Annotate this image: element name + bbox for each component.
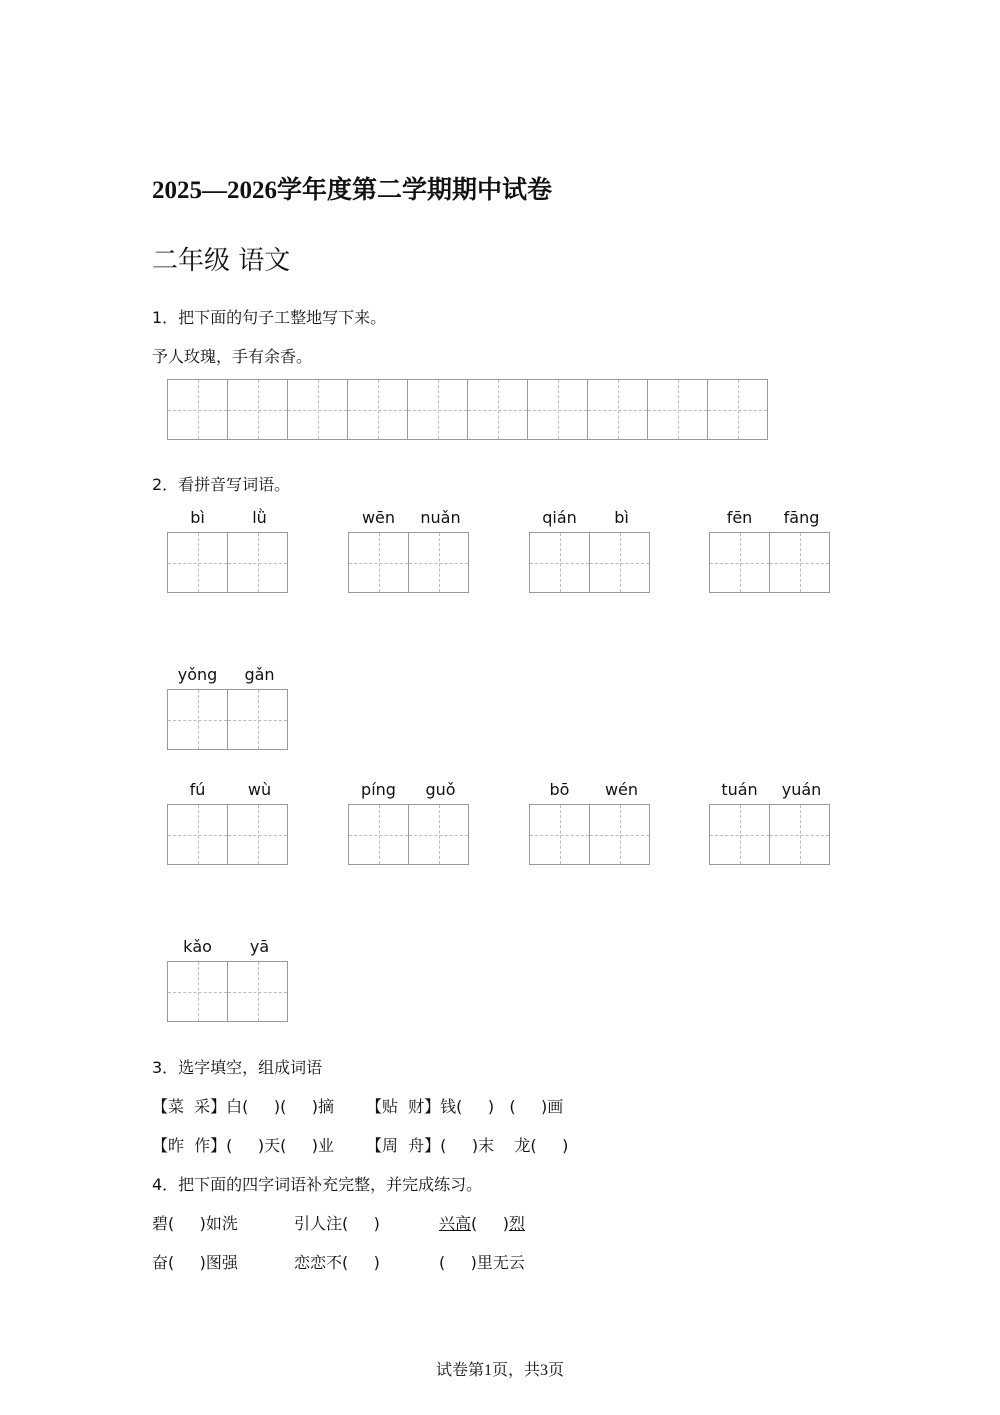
pinyin-syllable: wén xyxy=(604,780,639,799)
idiom-3-part-c: 烈 xyxy=(508,1214,525,1233)
writing-grid xyxy=(348,532,468,593)
writing-grid-q1 xyxy=(167,379,767,440)
grid-cell xyxy=(529,532,590,593)
writing-grid xyxy=(167,532,287,593)
grid-cell xyxy=(587,379,648,440)
idiom-3-part-a: 兴高 xyxy=(439,1214,472,1233)
pinyin-syllable: yā xyxy=(249,937,270,956)
pinyin-syllable: qián xyxy=(542,508,577,527)
writing-grid xyxy=(529,804,649,865)
grid-cell xyxy=(529,804,590,865)
grid-cell xyxy=(769,532,830,593)
grid-cell xyxy=(227,804,288,865)
grid-cell xyxy=(227,532,288,593)
question-2-prompt: 2．看拼音写词语。 xyxy=(152,475,291,494)
pinyin-syllable: bì xyxy=(614,508,629,527)
pinyin-syllable: lǜ xyxy=(252,508,267,527)
idiom-3-part-b: ( ) xyxy=(471,1214,509,1233)
writing-grid xyxy=(167,689,287,750)
pinyin-syllable: píng xyxy=(361,780,396,799)
grid-cell xyxy=(647,379,708,440)
grid-cell xyxy=(709,532,770,593)
pinyin-syllable: bì xyxy=(190,508,205,527)
pinyin-syllable: fú xyxy=(189,780,206,799)
grid-cell xyxy=(707,379,768,440)
grid-cell xyxy=(408,804,469,865)
page-footer: 试卷第1页，共3页 xyxy=(435,1362,564,1379)
idiom-2: 引人注( ) xyxy=(294,1214,380,1233)
pinyin-syllable: tuán xyxy=(721,780,758,799)
pinyin-syllable: kǎo xyxy=(183,937,212,956)
question-3-line-2a: 【昨 作】( )天( )业 xyxy=(152,1136,335,1155)
grid-cell xyxy=(348,532,409,593)
question-3-line-2b: 【周 舟】( )末 龙( ) xyxy=(366,1136,569,1155)
question-4-prompt: 4．把下面的四字词语补充完整，并完成练习。 xyxy=(152,1175,483,1194)
grid-cell xyxy=(167,804,228,865)
page-title: 2025—2026学年度第二学期期中试卷 xyxy=(152,177,553,204)
pinyin-syllable: wù xyxy=(247,780,272,799)
grid-cell xyxy=(227,379,288,440)
pinyin-syllable: wēn xyxy=(361,508,396,527)
pinyin-syllable: yǒng xyxy=(177,665,218,684)
grid-cell xyxy=(709,804,770,865)
writing-grid xyxy=(348,804,468,865)
grid-cell xyxy=(467,379,528,440)
pinyin-syllable: fāng xyxy=(783,508,820,527)
page-subtitle: 二年级 语文 xyxy=(152,246,291,276)
writing-grid xyxy=(709,532,829,593)
writing-grid xyxy=(167,804,287,865)
grid-cell xyxy=(167,532,228,593)
grid-cell xyxy=(408,532,469,593)
writing-grid xyxy=(709,804,829,865)
grid-cell xyxy=(589,532,650,593)
question-3-line-1b: 【贴 财】钱( ) ( )画 xyxy=(366,1097,564,1116)
question-1-sentence: 予人玫瑰，手有余香。 xyxy=(152,347,313,366)
writing-grid xyxy=(167,961,287,1022)
grid-cell xyxy=(769,804,830,865)
pinyin-syllable: yuán xyxy=(781,780,822,799)
grid-cell xyxy=(407,379,468,440)
pinyin-syllable: fēn xyxy=(726,508,753,527)
grid-cell xyxy=(589,804,650,865)
grid-cell xyxy=(167,379,228,440)
idiom-3 xyxy=(439,1211,525,1234)
pinyin-syllable: nuǎn xyxy=(420,508,461,527)
idiom-1: 碧( )如洗 xyxy=(152,1214,238,1233)
grid-cell xyxy=(227,961,288,1022)
question-3-line-1a: 【菜 采】白( )( )摘 xyxy=(152,1097,335,1116)
grid-cell xyxy=(287,379,348,440)
idiom-4: 奋( )图强 xyxy=(152,1253,238,1272)
pinyin-syllable: guǒ xyxy=(425,780,456,799)
idiom-6: ( )里无云 xyxy=(439,1253,525,1272)
grid-cell xyxy=(167,961,228,1022)
writing-grid xyxy=(529,532,649,593)
question-3-prompt: 3．选字填空，组成词语 xyxy=(152,1058,323,1077)
grid-cell xyxy=(227,689,288,750)
grid-cell xyxy=(348,804,409,865)
grid-cell xyxy=(527,379,588,440)
grid-cell xyxy=(167,689,228,750)
grid-cell xyxy=(347,379,408,440)
question-1-prompt: 1．把下面的句子工整地写下来。 xyxy=(152,308,387,327)
idiom-5: 恋恋不( ) xyxy=(294,1253,380,1272)
pinyin-syllable: gǎn xyxy=(244,665,275,684)
pinyin-syllable: bō xyxy=(549,780,570,799)
